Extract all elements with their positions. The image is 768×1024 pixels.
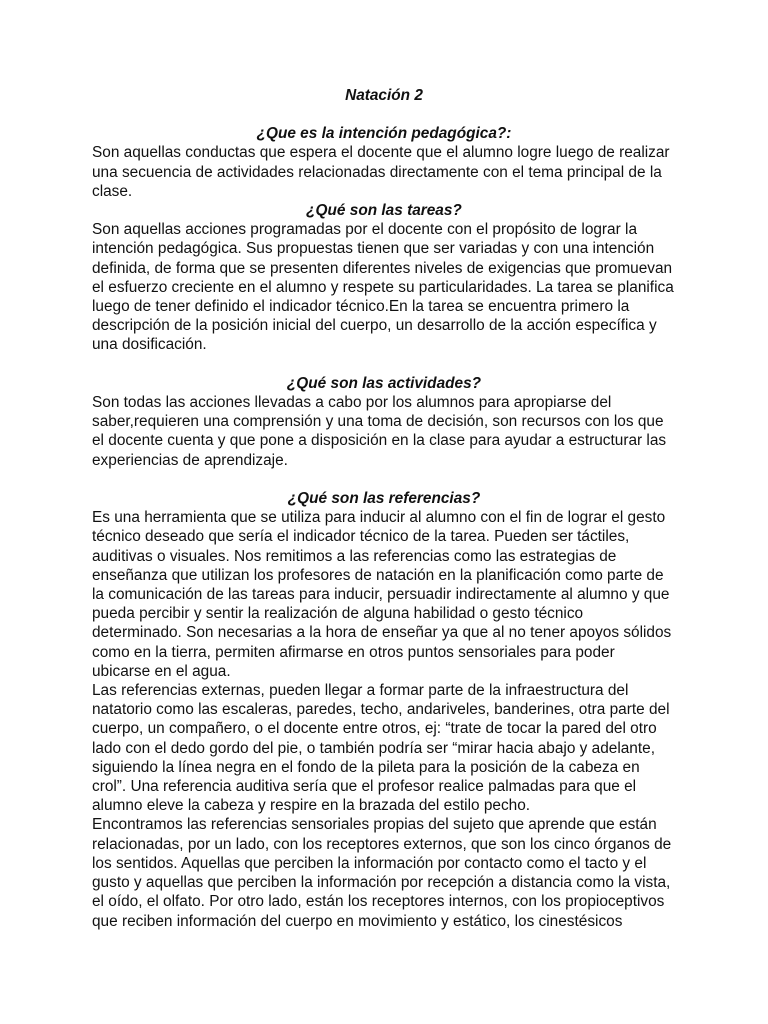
document-page (92, 86, 676, 931)
paragraph-actividades: Son todas las acciones llevadas a cabo por los alumnos para apropiarse del saber,requieren una comprensión y una toma de decisión, son recursos con los que el docente cuenta y que pone a disposición en la clase para ayudar a estructurar las experiencias de aprendizaje. (92, 394, 667, 469)
paragraph-referencias-definicion: Es una herramienta que se utiliza para inducir al alumno con el fin de lograr el gesto técnico deseado que sería el indicador técnico de la tarea. Pueden ser táctiles, auditivas o visuales. Nos remitimos a las referencias como las estrategias de enseñanza que utilizan los profesores de natación en la planificación como parte de la comunicación de las tareas para inducir, persuadir indirectamente al alumno y que pueda percibir y sentir la realización de alguna habilidad o gesto técnico determinado. Son necesarias a la hora de enseñar ya que al no tener apoyos sólidos como en la tierra, permiten afirmarse en otros puntos sensoriales para poder ubicarse en el agua. (92, 509, 672, 680)
paragraph-referencias-sensoriales: Encontramos las referencias sensoriales propias del sujeto que aprende que están relacionadas, por un lado, con los receptores externos, que son los cinco órganos de los sentidos. Aquellas que perciben la información por contacto como el tacto y el gusto y aquellas que perciben la información por recepción a distancia como la vista, el oído, el olfato. Por otro lado, están los receptores internos, con los propioceptivos que reciben información del cuerpo en movimiento y estático, los cinestésicos (92, 816, 672, 930)
blank-line (92, 355, 676, 374)
paragraph-intencion: Son aquellas conductas que espera el docente que el alumno logre luego de realizar una secuencia de actividades relacionadas directamente con el tema principal de la clase. (92, 144, 670, 200)
paragraph-referencias-externas: Las referencias externas, pueden llegar a formar parte de la infraestructura del natatorio como las escaleras, paredes, techo, andariveles, banderines, otra parte del cuerpo, un compañero, o el docente entre otros, ej: “trate de tocar la pared del otro lado con el dedo gordo del pie, o también podría ser “mirar hacia abajo y adelante, siguiendo la línea negra en el fondo de la pileta para la posición de la cabeza en crol”. Una referencia auditiva sería que el profesor realice palmadas para que el alumno eleve la cabeza y respire en la brazada del estilo pecho. (92, 682, 670, 815)
paragraph-tareas: Son aquellas acciones programadas por el docente con el propósito de lograr la intención pedagógica. Sus propuestas tienen que ser variadas y con una intención definida, de forma que se presenten diferentes niveles de exigencias que promuevan el esfuerzo creciente en el alumno y respete su particularidades. La tarea se planifica luego de tener definido el indicador técnico.En la tarea se encuentra primero la descripción de la posición inicial del cuerpo, un desarrollo de la acción específica y una dosificación. (92, 221, 674, 354)
section-heading-referencias: ¿Qué son las referencias? (287, 490, 481, 508)
blank-line (92, 470, 676, 489)
section-heading-intencion: ¿Que es la intención pedagógica?: (256, 125, 512, 143)
section-heading-actividades: ¿Qué son las actividades? (286, 374, 482, 392)
section-heading-tareas: ¿Qué son las tareas? (306, 202, 462, 220)
document-title: Natación 2 (345, 87, 423, 104)
